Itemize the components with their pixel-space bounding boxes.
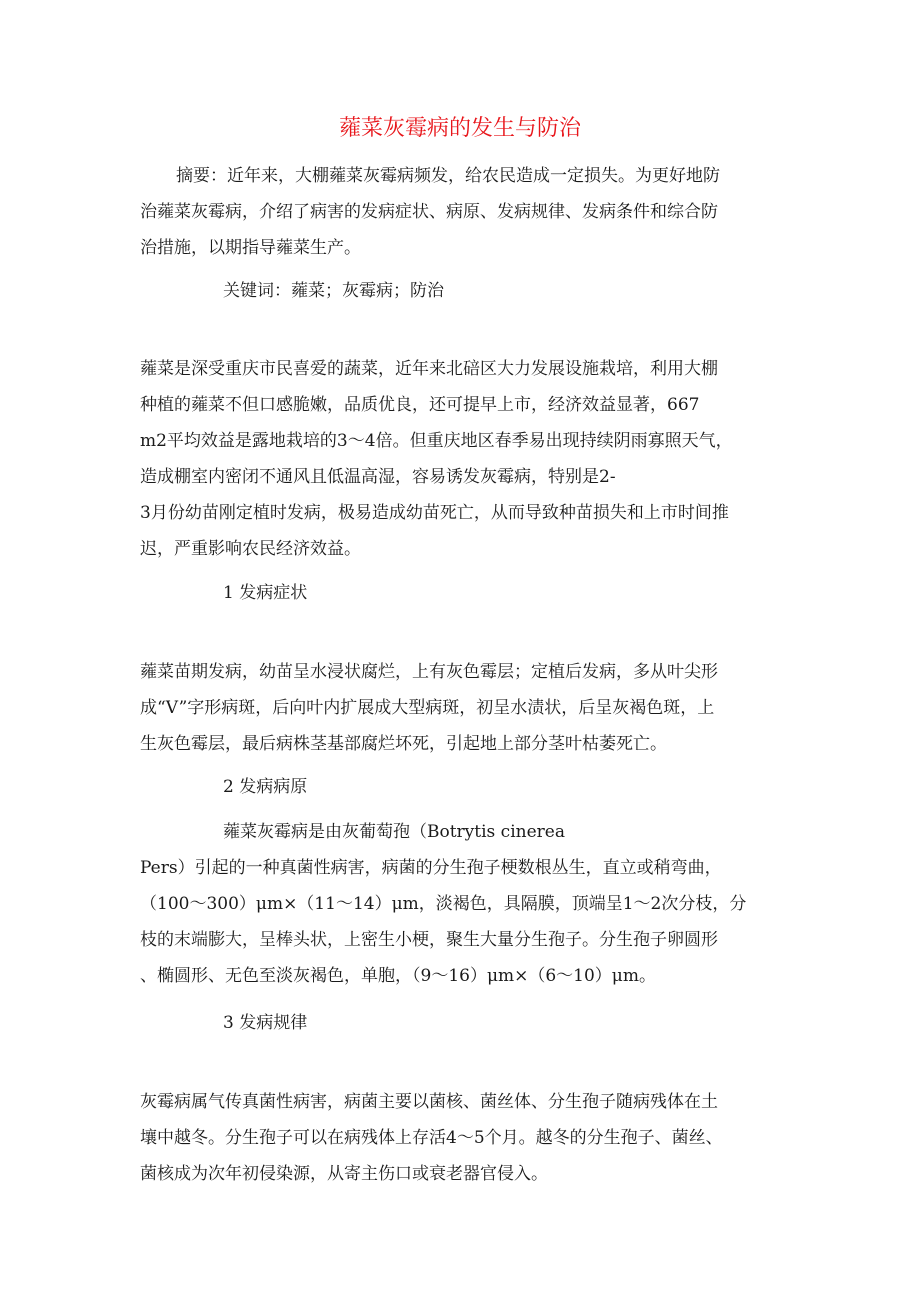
section-2-line: Pers）引起的一种真菌性病害，病菌的分生孢子梗数根丛生，直立或稍弯曲， — [140, 858, 722, 878]
section-2-heading: 2 发病病原 — [223, 777, 308, 797]
section-1-heading: 1 发病症状 — [223, 583, 308, 603]
section-2-line: 枝的末端膨大，呈棒头状，上密生小梗，聚生大量分生孢子。分生孢子卵圆形 — [140, 930, 718, 950]
document-title: 蕹菜灰霉病的发生与防治 — [338, 116, 581, 141]
section-1-heading-block — [140, 575, 780, 611]
intro-line: 种植的蕹菜不但口感脆嫩，品质优良，还可提早上市，经济效益显著，667 — [140, 395, 700, 415]
intro-paragraph — [140, 351, 780, 567]
abstract-line: 摘要：近年来，大棚蕹菜灰霉病频发，给农民造成一定损失。为更好地防 — [176, 166, 720, 186]
intro-line: 蕹菜是深受重庆市民喜爱的蔬菜，近年来北碚区大力发展设施栽培，利用大棚 — [140, 359, 718, 379]
section-1-line: 成“V”字形病斑，后向叶内扩展成大型病斑，初呈水渍状，后呈灰褐色斑，上 — [140, 698, 715, 718]
section-2-line: （100～300）μm×（11～14）μm，淡褐色，具隔膜，顶端呈1～2次分枝，分 — [140, 894, 747, 914]
section-3-heading-block — [140, 1005, 780, 1041]
section-3-line: 菌核成为次年初侵染源，从寄主伤口或衰老器官侵入。 — [140, 1164, 548, 1184]
section-2-line: 蕹菜灰霉病是由灰葡萄孢（Botrytis cinerea — [223, 822, 565, 842]
intro-line: 迟，严重影响农民经济效益。 — [140, 539, 361, 559]
intro-line: 造成棚室内密闭不通风且低温高湿，容易诱发灰霉病，特别是2- — [140, 467, 616, 487]
abstract-line: 治蕹菜灰霉病，介绍了病害的发病症状、病原、发病规律、发病条件和综合防 — [140, 202, 718, 222]
abstract-paragraph — [140, 158, 780, 266]
section-1-line: 生灰色霉层，最后病株茎基部腐烂坏死，引起地上部分茎叶枯萎死亡。 — [140, 734, 667, 754]
section-2-line: 、椭圆形、无色至淡灰褐色，单胞，（9～16）μm×（6～10）μm。 — [140, 966, 656, 986]
intro-line: m2平均效益是露地栽培的3～4倍。但重庆地区春季易出现持续阴雨寡照天气， — [140, 431, 733, 451]
section-3-body — [140, 1084, 780, 1192]
section-2-body — [140, 814, 780, 994]
section-3-heading: 3 发病规律 — [223, 1013, 308, 1033]
section-3-line: 壤中越冬。分生孢子可以在病残体上存活4～5个月。越冬的分生孢子、菌丝、 — [140, 1128, 723, 1148]
intro-line: 3月份幼苗刚定植时发病，极易造成幼苗死亡，从而导致种苗损失和上市时间推 — [140, 503, 729, 523]
keywords-paragraph — [140, 273, 780, 309]
section-2-heading-block — [140, 769, 780, 805]
section-1-body — [140, 654, 780, 762]
section-3-line: 灰霉病属气传真菌性病害，病菌主要以菌核、菌丝体、分生孢子随病残体在土 — [140, 1092, 718, 1112]
keywords-line: 关键词：蕹菜；灰霉病；防治 — [223, 281, 444, 301]
abstract-line: 治措施，以期指导蕹菜生产。 — [140, 238, 361, 258]
section-1-line: 蕹菜苗期发病，幼苗呈水浸状腐烂，上有灰色霉层；定植后发病，多从叶尖形 — [140, 662, 718, 682]
